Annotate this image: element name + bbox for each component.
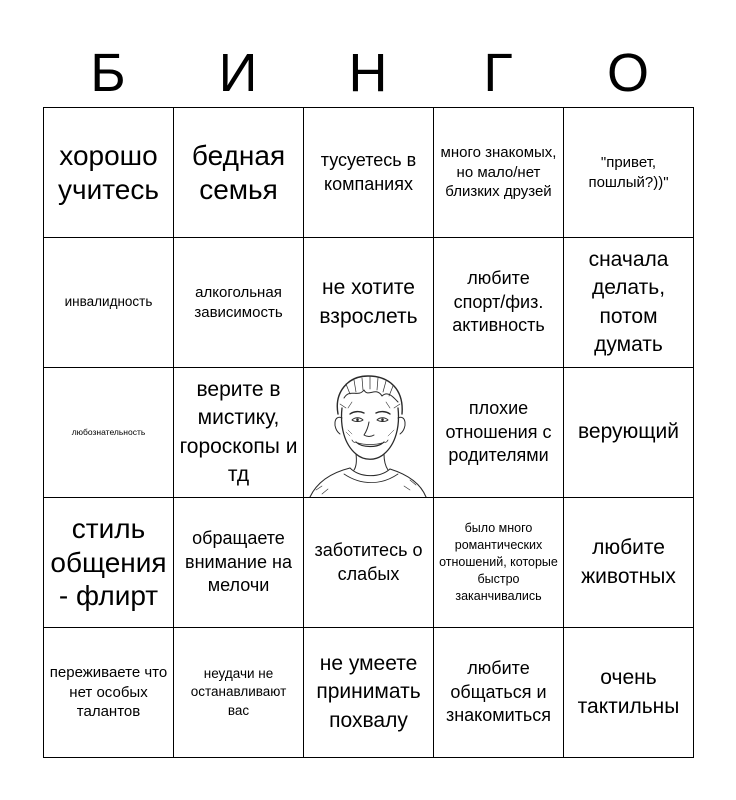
- bingo-cell[interactable]: любознательность: [44, 368, 174, 498]
- header-letter-n: Н: [348, 43, 388, 103]
- bingo-header: [43, 40, 693, 106]
- bingo-cell[interactable]: верующий: [564, 368, 694, 498]
- bingo-cell[interactable]: инвалидность: [44, 238, 174, 368]
- portrait-sketch-image: [304, 368, 433, 497]
- bingo-cell[interactable]: переживаете что нет особых талантов: [44, 628, 174, 758]
- header-letter-i: И: [218, 43, 258, 103]
- bingo-cell[interactable]: много знакомых, но мало/нет близких друзей: [434, 108, 564, 238]
- bingo-cell[interactable]: бедная семья: [174, 108, 304, 238]
- bingo-cell[interactable]: заботитесь о слабых: [304, 498, 434, 628]
- bingo-cell[interactable]: стиль общения - флирт: [44, 498, 174, 628]
- bingo-cell[interactable]: "привет, пошлый?))": [564, 108, 694, 238]
- header-letter-b: Б: [90, 43, 126, 103]
- bingo-cell[interactable]: обращаете внимание на мелочи: [174, 498, 304, 628]
- header-letter-g: Г: [483, 43, 513, 103]
- bingo-cell[interactable]: очень тактильны: [564, 628, 694, 758]
- bingo-cell[interactable]: неудачи не останавливают вас: [174, 628, 304, 758]
- bingo-cell[interactable]: не хотите взрослеть: [304, 238, 434, 368]
- header-letter-o: О: [606, 43, 649, 103]
- bingo-cell[interactable]: не умеете принимать похвалу: [304, 628, 434, 758]
- bingo-cell[interactable]: любите спорт/физ. активность: [434, 238, 564, 368]
- bingo-cell[interactable]: любите животных: [564, 498, 694, 628]
- bingo-cell[interactable]: тусуетесь в компаниях: [304, 108, 434, 238]
- bingo-cell[interactable]: алкогольная зависимость: [174, 238, 304, 368]
- bingo-cell[interactable]: сначала делать, потом думать: [564, 238, 694, 368]
- bingo-cell[interactable]: любите общаться и знакомиться: [434, 628, 564, 758]
- free-space-portrait[interactable]: [304, 368, 434, 498]
- bingo-cell[interactable]: верите в мистику, гороскопы и тд: [174, 368, 304, 498]
- bingo-cell[interactable]: было много романтических отношений, которые быстро заканчивались: [434, 498, 564, 628]
- bingo-cell[interactable]: плохие отношения с родителями: [434, 368, 564, 498]
- bingo-grid: [43, 107, 694, 758]
- bingo-cell[interactable]: хорошо учитесь: [44, 108, 174, 238]
